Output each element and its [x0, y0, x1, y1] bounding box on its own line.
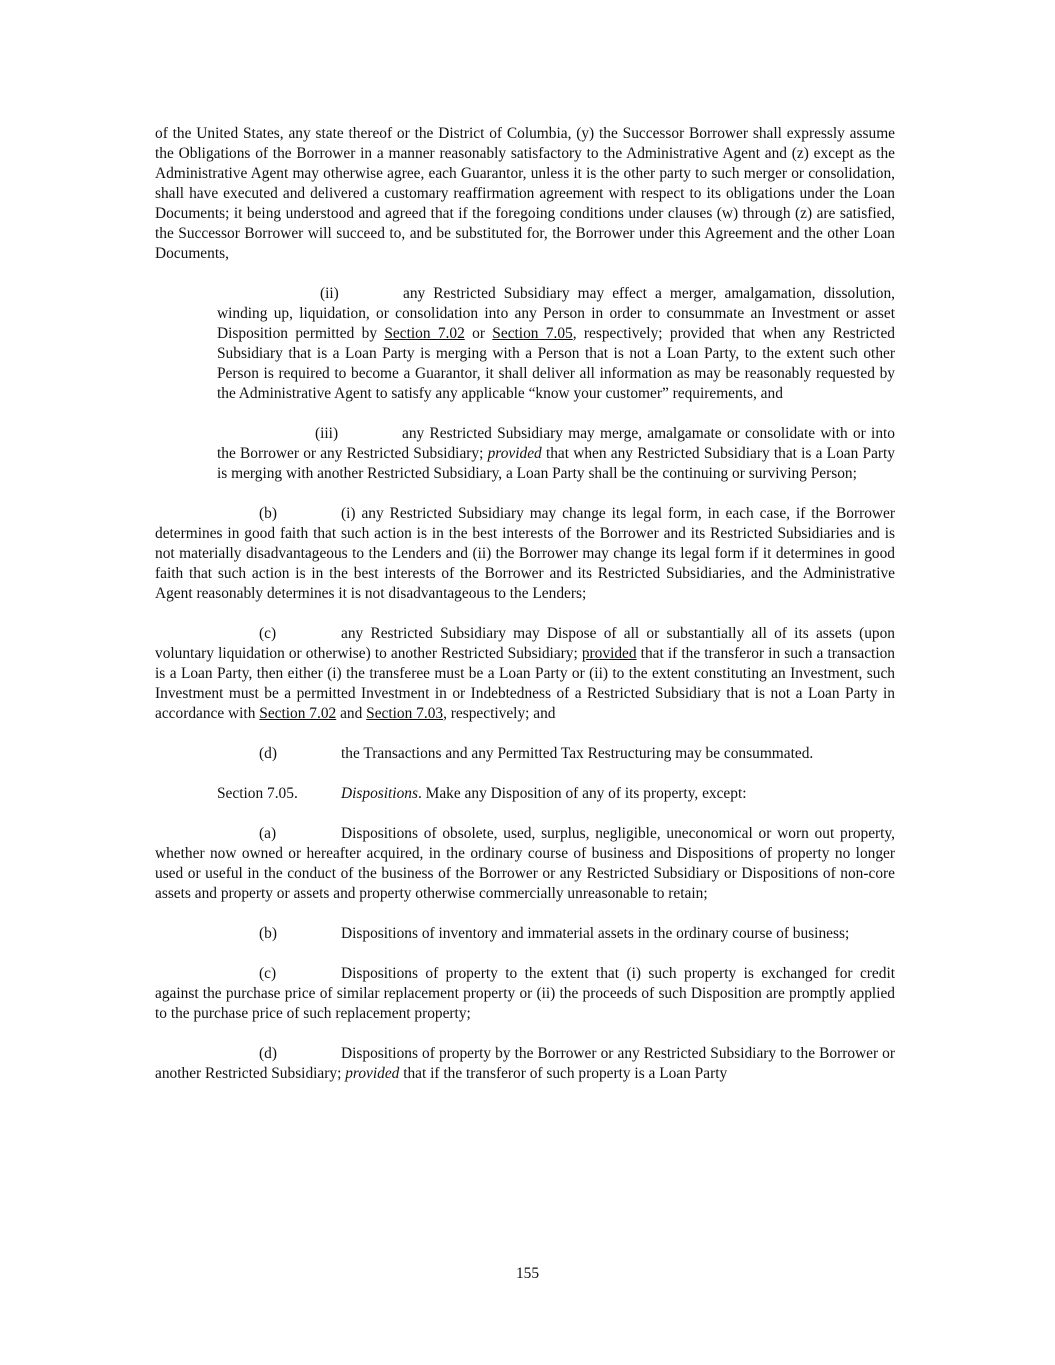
section-heading: Section 7.05. Dispositions. Make any Disposition of any of its property, except:: [217, 785, 747, 802]
disposition-b: (b) Dispositions of inventory and immaterial assets in the ordinary course of business;: [259, 925, 850, 942]
clause-label: (c): [259, 965, 277, 982]
page-number: 155: [515, 1265, 540, 1282]
clause-label: (d): [259, 1045, 277, 1062]
clause-label: (iii): [315, 425, 339, 442]
document-page: [155, 124, 895, 1084]
paragraph-continuation: of the United States, any state thereof or the District of Columbia, (y) the Successor Borrower shall expressly assume the Obligations of the Borrower in a manner reasonably satisfactory to the Administrative Agent and (z) except as the Administrative Agent may otherwise agree, each Guarantor, unless it is the other party to such merger or consolidation, shall have executed and delivered a customary reaffirmation agreement with respect to its obligations under the Loan Documents; it being understood and agreed that if the foregoing conditions under clauses (w) through (z) are satisfied, the Successor Borrower will succeed to, and be substituted for, the Borrower under this Agreement and the other Loan Documents,: [155, 125, 895, 262]
section-reference-link: Section 7.02: [259, 705, 337, 722]
section-title: Dispositions: [341, 785, 418, 802]
emphasis-provided: provided: [345, 1065, 400, 1082]
clause-c: (c) any Restricted Subsidiary may Dispose of all or substantially all of its assets (upon voluntary liquidation or otherwise) to another Restricted Subsidiary; provided that if the transferor in such a transaction is a Loan Party, then either (i) the transferee must be a Loan Party or (ii) to the extent constituting an Investment, such Investment must be a permitted Investment in or Indebtedness of a Restricted Subsidiary that is not a Loan Party in accordance with Section 7.02 and Section 7.03, respectively; and: [155, 625, 895, 722]
clause-label: (b): [259, 925, 277, 942]
disposition-c: (c) Dispositions of property to the extent that (i) such property is exchanged for credit against the purchase price of similar replacement property or (ii) the proceeds of such Disposition are promptly applied to the purchase price of such replacement property;: [155, 965, 895, 1022]
disposition-d: (d) Dispositions of property by the Borrower or any Restricted Subsidiary to the Borrower or another Restricted Subsidiary; provided that if the transferor of such property is a Loan Party: [155, 1045, 895, 1082]
clause-b: (b) (i) any Restricted Subsidiary may change its legal form, in each case, if the Borrower determines in good faith that such action is in the best interests of the Borrower and its Restricted Subsidiaries and is not materially disadvantageous to the Lenders and (ii) the Borrower may change its legal form if it determines in good faith that such action is in the best interests of the Borrower and its Restricted Subsidiaries, and the Administrative Agent reasonably determines it is not disadvantageous to the Lenders;: [155, 505, 895, 602]
clause-label: (d): [259, 745, 277, 762]
section-reference-link: Section 7.03: [366, 705, 444, 722]
section-reference-link: Section 7.05: [492, 325, 573, 342]
clause-ii: (ii) any Restricted Subsidiary may effect a merger, amalgamation, dissolution, winding up, liquidation, or consolidation into any Person in order to consummate an Investment or asset Disposition permitted by Section 7.02 or Section 7.05, respectively; provided that when any Restricted Subsidiary that is a Loan Party is merging with a Person that is not a Loan Party, to the extent such other Person is required to become a Guarantor, it shall deliver all information as may be reasonably requested by the Administrative Agent to satisfy any applicable “know your customer” requirements, and: [217, 285, 895, 402]
section-reference-link: Section 7.02: [384, 325, 465, 342]
provided-underlined: provided: [581, 645, 637, 662]
clause-label: (a): [259, 825, 277, 842]
clause-label: (c): [259, 625, 277, 642]
emphasis-provided: provided: [487, 445, 542, 462]
clause-d: (d) the Transactions and any Permitted Tax Restructuring may be consummated.: [259, 745, 814, 762]
disposition-a: (a) Dispositions of obsolete, used, surplus, negligible, uneconomical or worn out property, whether now owned or hereafter acquired, in the ordinary course of business and Dispositions of property no longer used or useful in the conduct of the business of the Borrower or any Restricted Subsidiary or Dispositions of non-core assets and property or assets and property otherwise commercially unreasonable to retain;: [155, 825, 895, 902]
clause-label: (b): [259, 505, 277, 522]
clause-label: (ii): [320, 285, 339, 302]
clause-iii: (iii) any Restricted Subsidiary may merge, amalgamate or consolidate with or into the Borrower or any Restricted Subsidiary; provided that when any Restricted Subsidiary that is a Loan Party is merging with another Restricted Subsidiary, a Loan Party shall be the continuing or surviving Person;: [217, 425, 895, 482]
section-number: Section 7.05.: [217, 785, 298, 802]
